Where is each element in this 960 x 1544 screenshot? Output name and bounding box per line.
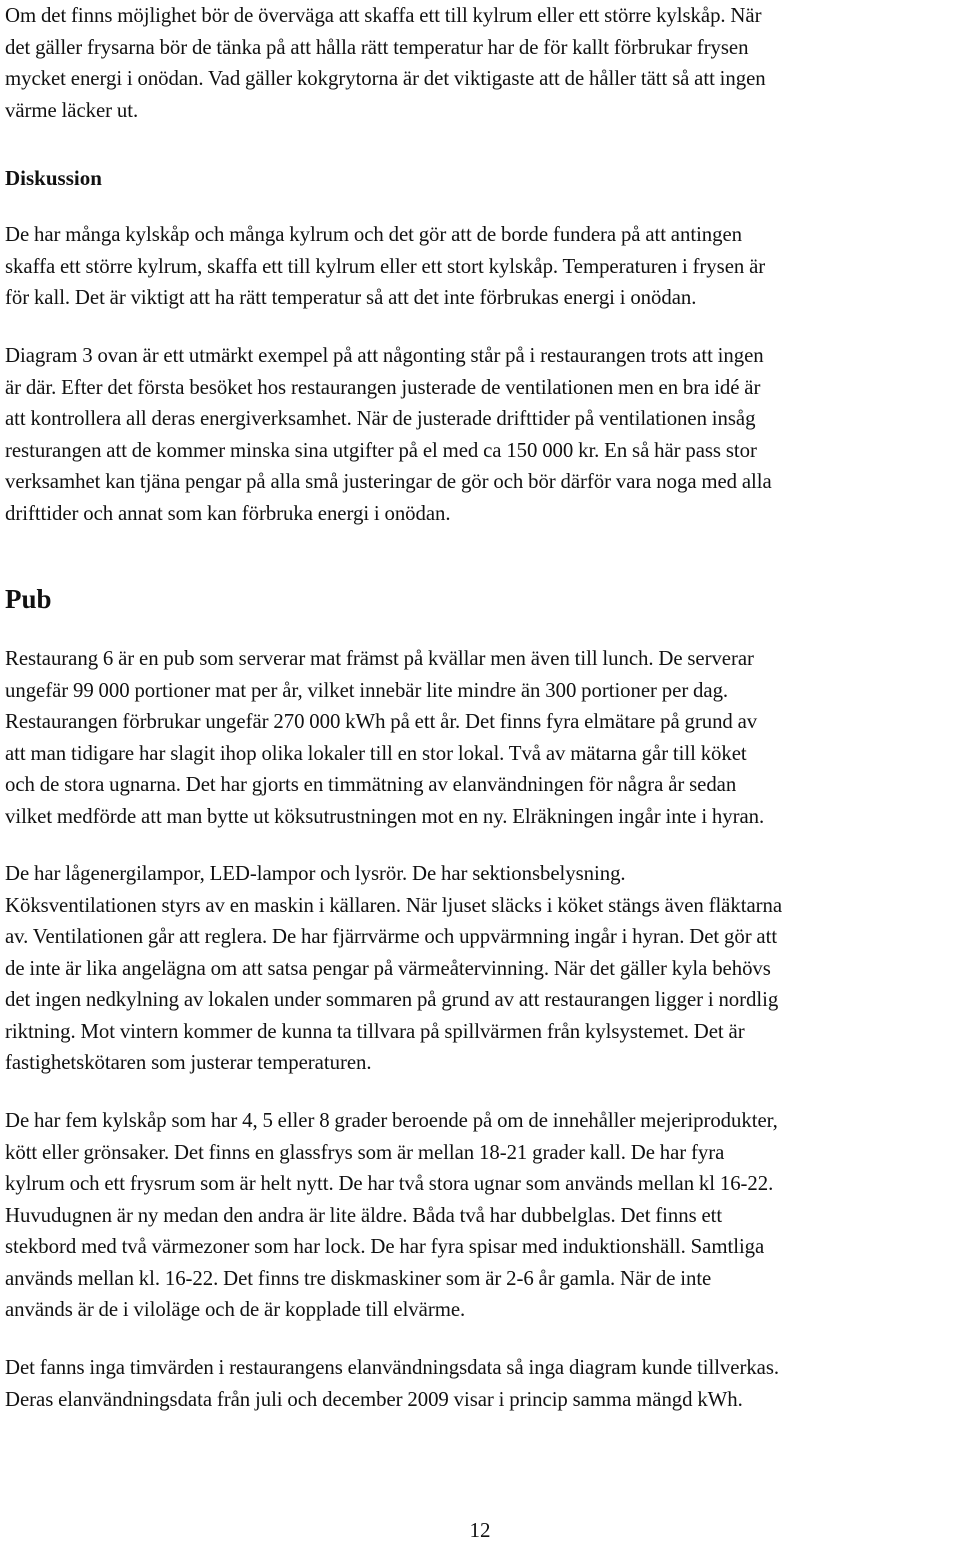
diskussion-paragraph-1: [5, 219, 960, 314]
text-line: kött eller grönsaker. Det finns en glassfrys som är mellan 18-21 grader kall. De har fyra: [5, 1140, 725, 1164]
text-line: ungefär 99 000 portioner mat per år, vilket innebär lite mindre än 300 portioner per dag.: [5, 678, 729, 702]
text-line: används mellan kl. 16-22. Det finns tre diskmaskiner som är 2-6 år gamla. När de inte: [5, 1266, 712, 1290]
text-line: De har lågenergilampor, LED-lampor och lysrör. De har sektionsbelysning.: [5, 862, 626, 885]
text-line: drifttider och annat som kan förbruka energi i onödan.: [5, 501, 451, 525]
text-line: att man tidigare har slagit ihop olika lokaler till en stor lokal. Två av mätarna går till köket: [5, 741, 747, 765]
text-line: det gäller frysarna bör de tänka på att hålla rätt temperatur har de för kallt förbrukar frysen: [5, 35, 749, 59]
diskussion-paragraph-2: [5, 340, 960, 529]
text-line: verksamhet kan tjäna pengar på alla små justeringar de gör och bör därför vara noga med alla: [5, 470, 772, 493]
pub-paragraph-1: [5, 643, 960, 832]
text-line: Restaurangen förbrukar ungefär 270 000 kWh på ett år. Det finns fyra elmätare på grund av: [5, 710, 758, 733]
pub-paragraph-3: [5, 1105, 960, 1326]
text-line: skaffa ett större kylrum, skaffa ett till kylrum eller ett stort kylskåp. Temperaturen i frysen är: [5, 254, 766, 278]
text-line: resturangen att de kommer minska sina utgifter på el med ca 150 000 kr. En så här pass stor: [5, 438, 757, 462]
text-line: Om det finns möjlighet bör de överväga att skaffa ett till kylrum eller ett större kylskåp. När: [5, 4, 762, 27]
text-line: De har många kylskåp och många kylrum och det gör att de borde fundera på att antingen: [5, 223, 743, 246]
text-line: Huvudugnen är ny medan den andra är lite äldre. Båda två har dubbelglas. Det finns ett: [5, 1203, 723, 1227]
text-line: Diagram 3 ovan är ett utmärkt exempel på att någonting står på i restaurangen trots att ingen: [5, 344, 764, 367]
text-line: vilket medförde att man bytte ut köksutrustningen mot en ny. Elräkningen ingår inte i hyran.: [5, 804, 765, 828]
text-line: de inte är lika angelägna om att satsa pengar på värmeåtervinning. När det gäller kyla behövs: [5, 956, 771, 980]
text-line: Köksventilationen styrs av en maskin i källaren. När ljuset släcks i köket stängs även fläktarna: [5, 893, 783, 917]
text-line: för kall. Det är viktigt att ha rätt temperatur så att det inte förbrukas energi i onödan.: [5, 286, 697, 309]
pub-paragraph-4: [5, 1352, 960, 1415]
text-line: fastighetskötaren som justerar temperaturen.: [5, 1051, 372, 1074]
text-line: och de stora ugnarna. Det har gjorts en timmätning av elanvändningen för några år sedan: [5, 773, 737, 796]
text-line: mycket energi i onödan. Vad gäller kokgrytorna är det viktigaste att de håller tätt så att ingen: [5, 67, 766, 90]
text-line: att kontrollera all deras energiverksamhet. När de justerade drifttider på ventilationen insåg: [5, 407, 756, 430]
text-line: riktning. Mot vintern kommer de kunna ta tillvara på spillvärmen från kylsystemet. Det är: [5, 1019, 745, 1043]
text-line: Restaurang 6 är en pub som serverar mat främst på kvällar men även till lunch. De serverar: [5, 647, 754, 670]
text-line: kylrum och ett frysrum som är helt nytt. De har två stora ugnar som används mellan kl 16-22.: [5, 1172, 774, 1195]
text-line: av. Ventilationen går att reglera. De har fjärrvärme och uppvärmning ingår i hyran. Det gör att: [5, 925, 778, 948]
page-number: 12: [469, 1518, 491, 1542]
text-line: värme läcker ut.: [5, 98, 139, 122]
pub-paragraph-2: [5, 858, 960, 1079]
intro-paragraph: [5, 0, 960, 126]
text-line: stekbord med två värmezoner som har lock. De har fyra spisar med induktionshäll. Samtliga: [5, 1235, 765, 1258]
section-heading-pub: Pub: [5, 584, 52, 614]
text-line: används är de i viloläge och de är kopplade till elvärme.: [5, 1298, 466, 1321]
text-line: Det fanns inga timvärden i restaurangens elanvändningsdata så inga diagram kunde tillverkas.: [5, 1356, 780, 1379]
text-line: De har fem kylskåp som har 4, 5 eller 8 grader beroende på om de innehåller mejeriprodukter,: [5, 1109, 778, 1132]
text-line: är där. Efter det första besöket hos restaurangen justerade de ventilationen men en bra idé är: [5, 375, 761, 399]
text-line: det ingen nedkylning av lokalen under sommaren på grund av att restaurangen ligger i nordlig: [5, 988, 779, 1011]
text-line: Deras elanvändningsdata från juli och december 2009 visar i princip samma mängd kWh.: [5, 1387, 743, 1411]
section-heading-diskussion: Diskussion: [5, 166, 102, 190]
